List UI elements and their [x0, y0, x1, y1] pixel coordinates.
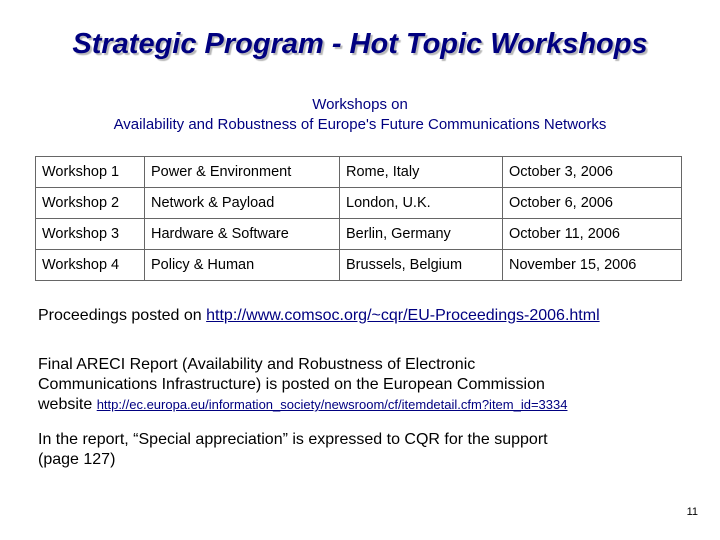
table-row	[36, 188, 682, 219]
table-row	[36, 250, 682, 281]
workshop-name: Workshop 1	[36, 157, 145, 188]
proceedings-paragraph	[38, 306, 600, 326]
workshop-location: Berlin, Germany	[340, 219, 503, 250]
workshop-topic: Power & Environment	[145, 157, 340, 188]
workshop-topic: Policy & Human	[145, 250, 340, 281]
appreciation-line-2: (page 127)	[38, 451, 116, 468]
proceedings-text: Proceedings posted on	[38, 307, 207, 324]
subtitle-line-1: Workshops on	[312, 96, 408, 113]
subtitle-line-2: Availability and Robustness of Europe's Future Communications Networks	[113, 116, 607, 133]
workshop-location: Rome, Italy	[340, 157, 503, 188]
workshops-subtitle	[0, 95, 720, 135]
appreciation-line-1: In the report, “Special appreciation” is expressed to CQR for the support	[38, 431, 548, 448]
report-line-3	[38, 395, 567, 415]
report-paragraph	[38, 355, 567, 415]
workshop-topic: Hardware & Software	[145, 219, 340, 250]
slide-title: Strategic Program - Hot Topic Workshops	[72, 28, 648, 60]
report-line-2: Communications Infrastructure) is posted on the European Commission	[38, 376, 545, 393]
table-row	[36, 219, 682, 250]
proceedings-link[interactable]: http://www.comsoc.org/~cqr/EU-Proceedings-2006.html	[206, 307, 600, 324]
workshop-date: October 3, 2006	[503, 157, 682, 188]
table-row	[36, 157, 682, 188]
workshop-topic: Network & Payload	[145, 188, 340, 219]
workshop-name: Workshop 3	[36, 219, 145, 250]
report-line-1: Final ARECI Report (Availability and Robustness of Electronic	[38, 356, 476, 373]
workshop-name: Workshop 2	[36, 188, 145, 219]
workshop-name: Workshop 4	[36, 250, 145, 281]
appreciation-paragraph	[38, 430, 548, 470]
report-website-label: website	[38, 396, 97, 413]
workshops-table	[35, 156, 682, 281]
workshop-date: November 15, 2006	[503, 250, 682, 281]
report-link[interactable]: http://ec.europa.eu/information_society/newsroom/cf/itemdetail.cfm?item_id=3334	[96, 397, 568, 412]
workshop-date: October 6, 2006	[503, 188, 682, 219]
page-number: 11	[686, 506, 698, 518]
workshop-date: October 11, 2006	[503, 219, 682, 250]
workshop-location: London, U.K.	[340, 188, 503, 219]
workshop-location: Brussels, Belgium	[340, 250, 503, 281]
